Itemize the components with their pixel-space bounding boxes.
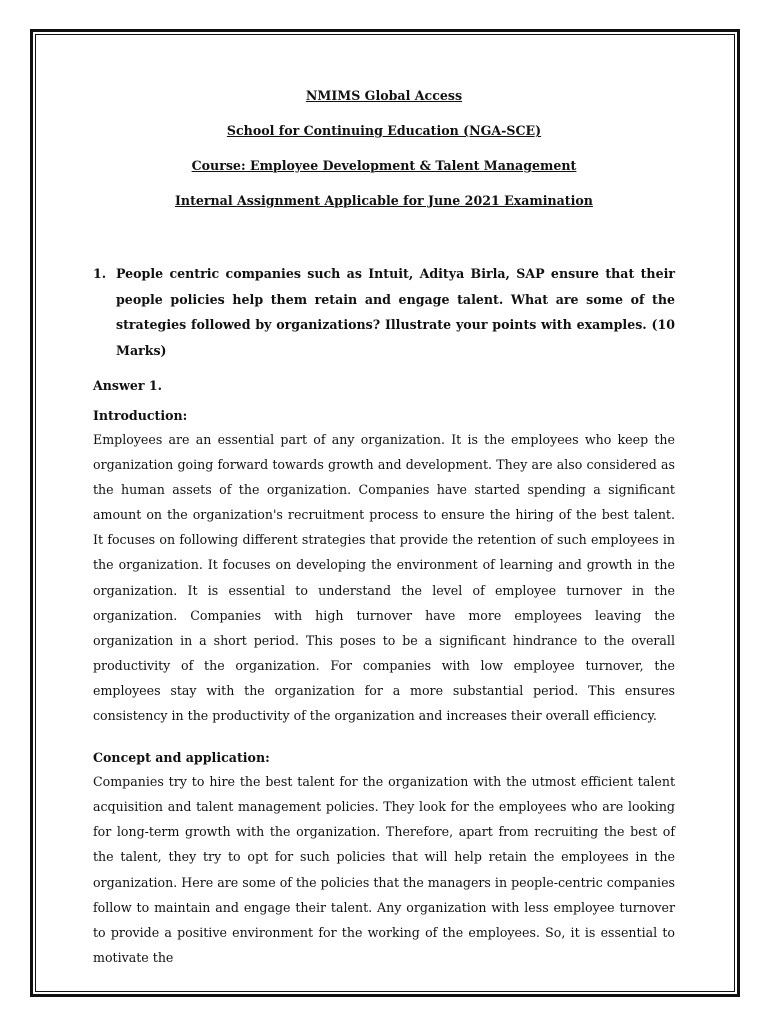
answer-label: Answer 1. <box>93 378 163 393</box>
document-body <box>93 86 675 970</box>
introduction-paragraph: Employees are an essential part of any organization. It is the employees who keep the organization going forward towards growth and development. They are also considered as the human assets of the organization. Companies have started spending a significant amount on the organization's recruitment process to ensure the hiring of the best talent. It focuses on following different strategies that provide the retention of such employees in the organization. It focuses on developing the environment of learning and growth in the organization. It is essential to understand the level of employee turnover in the organization. Companies with high turnover have more employees leaving the organization in a short period. This poses to be a significant hindrance to the overall productivity of the organization. For companies with low employee turnover, the employees stay with the organization for a more substantial period. This ensures consistency in the productivity of the organization and increases their overall efficiency. <box>93 432 675 724</box>
course-title: Course: Employee Development & Talent Management <box>191 158 577 173</box>
question-number: 1. <box>93 266 107 281</box>
concept-paragraph: Companies try to hire the best talent for the organization with the utmost efficient talent acquisition and talent management policies. They look for the employees who are looking for long-term growth with the organization. Therefore, apart from recruiting the best of the talent, they try to opt for such policies that will help retain the employees in the organization. Here are some of the policies that the managers in people-centric companies follow to maintain and engage their talent. Any organization with less employee turnover to provide a positive environment for the working of the employees. So, it is essential to motivate the <box>93 774 675 965</box>
assignment-title: Internal Assignment Applicable for June 2021 Examination <box>175 193 593 208</box>
question-1 <box>93 261 675 363</box>
question-text: People centric companies such as Intuit, Aditya Birla, SAP ensure that their people policies help them retain and engage talent. What are some of the strategies followed by organizations? Illustrate your points with examples. (10 Marks) <box>116 266 675 358</box>
institution-title: NMIMS Global Access <box>305 88 463 103</box>
school-title: School for Continuing Education (NGA-SCE) <box>226 123 542 138</box>
concept-heading: Concept and application: <box>93 750 270 766</box>
introduction-heading: Introduction: <box>93 408 188 423</box>
